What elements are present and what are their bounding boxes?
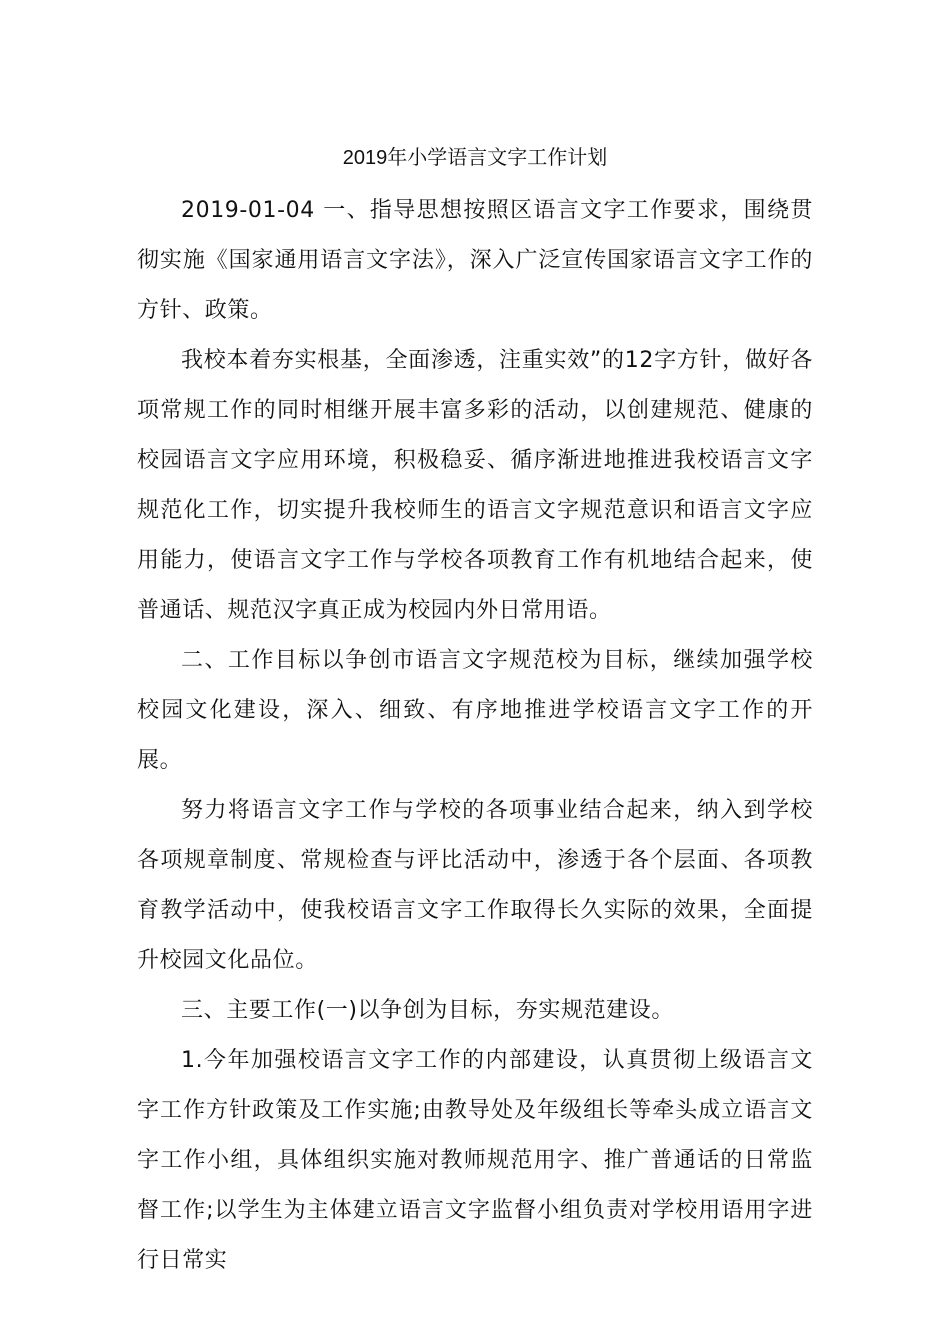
paragraph-guiding-ideology: 2019-01-04 一、指导思想按照区语言文字工作要求，围绕贯彻实施《国家通用语言文字法》，深入广泛宣传国家语言文字工作的方针、政策。	[137, 198, 813, 323]
paragraph-school-policy: 我校本着夯实根基，全面渗透，注重实效”的12字方针，做好各项常规工作的同时相继开展丰富多彩的活动，以创建规范、健康的校园语言文字应用环境，积极稳妥、循序渐进地推进我校语言文字规范化工作，切实提升我校师生的语言文字规范意识和语言文字应用能力，使语言文字工作与学校各项教育工作有机地结合起来，使普通话、规范汉字真正成为校园内外日常用语。	[137, 348, 813, 623]
document-body	[137, 186, 813, 1286]
paragraph-work-goals: 二、工作目标以争创市语言文字规范校为目标，继续加强学校校园文化建设，深入、细致、有序地推进学校语言文字工作的开展。	[137, 648, 813, 773]
document-title: 2019年小学语言文字工作计划	[342, 147, 608, 169]
paragraph-item-1: 1.今年加强校语言文字工作的内部建设，认真贯彻上级语言文字工作方针政策及工作实施;由教导处及年级组长等牵头成立语言文字工作小组，具体组织实施对教师规范用字、推广普通话的日常监督工作;以学生为主体建立语言文字监督小组负责对学校用语用字进行日常实	[137, 1048, 813, 1273]
paragraph-main-work: 三、主要工作(一)以争创为目标，夯实规范建设。	[181, 998, 674, 1023]
paragraph-integration: 努力将语言文字工作与学校的各项事业结合起来，纳入到学校各项规章制度、常规检查与评比活动中，渗透于各个层面、各项教育教学活动中，使我校语言文字工作取得长久实际的效果，全面提升校园文化品位。	[137, 798, 813, 973]
